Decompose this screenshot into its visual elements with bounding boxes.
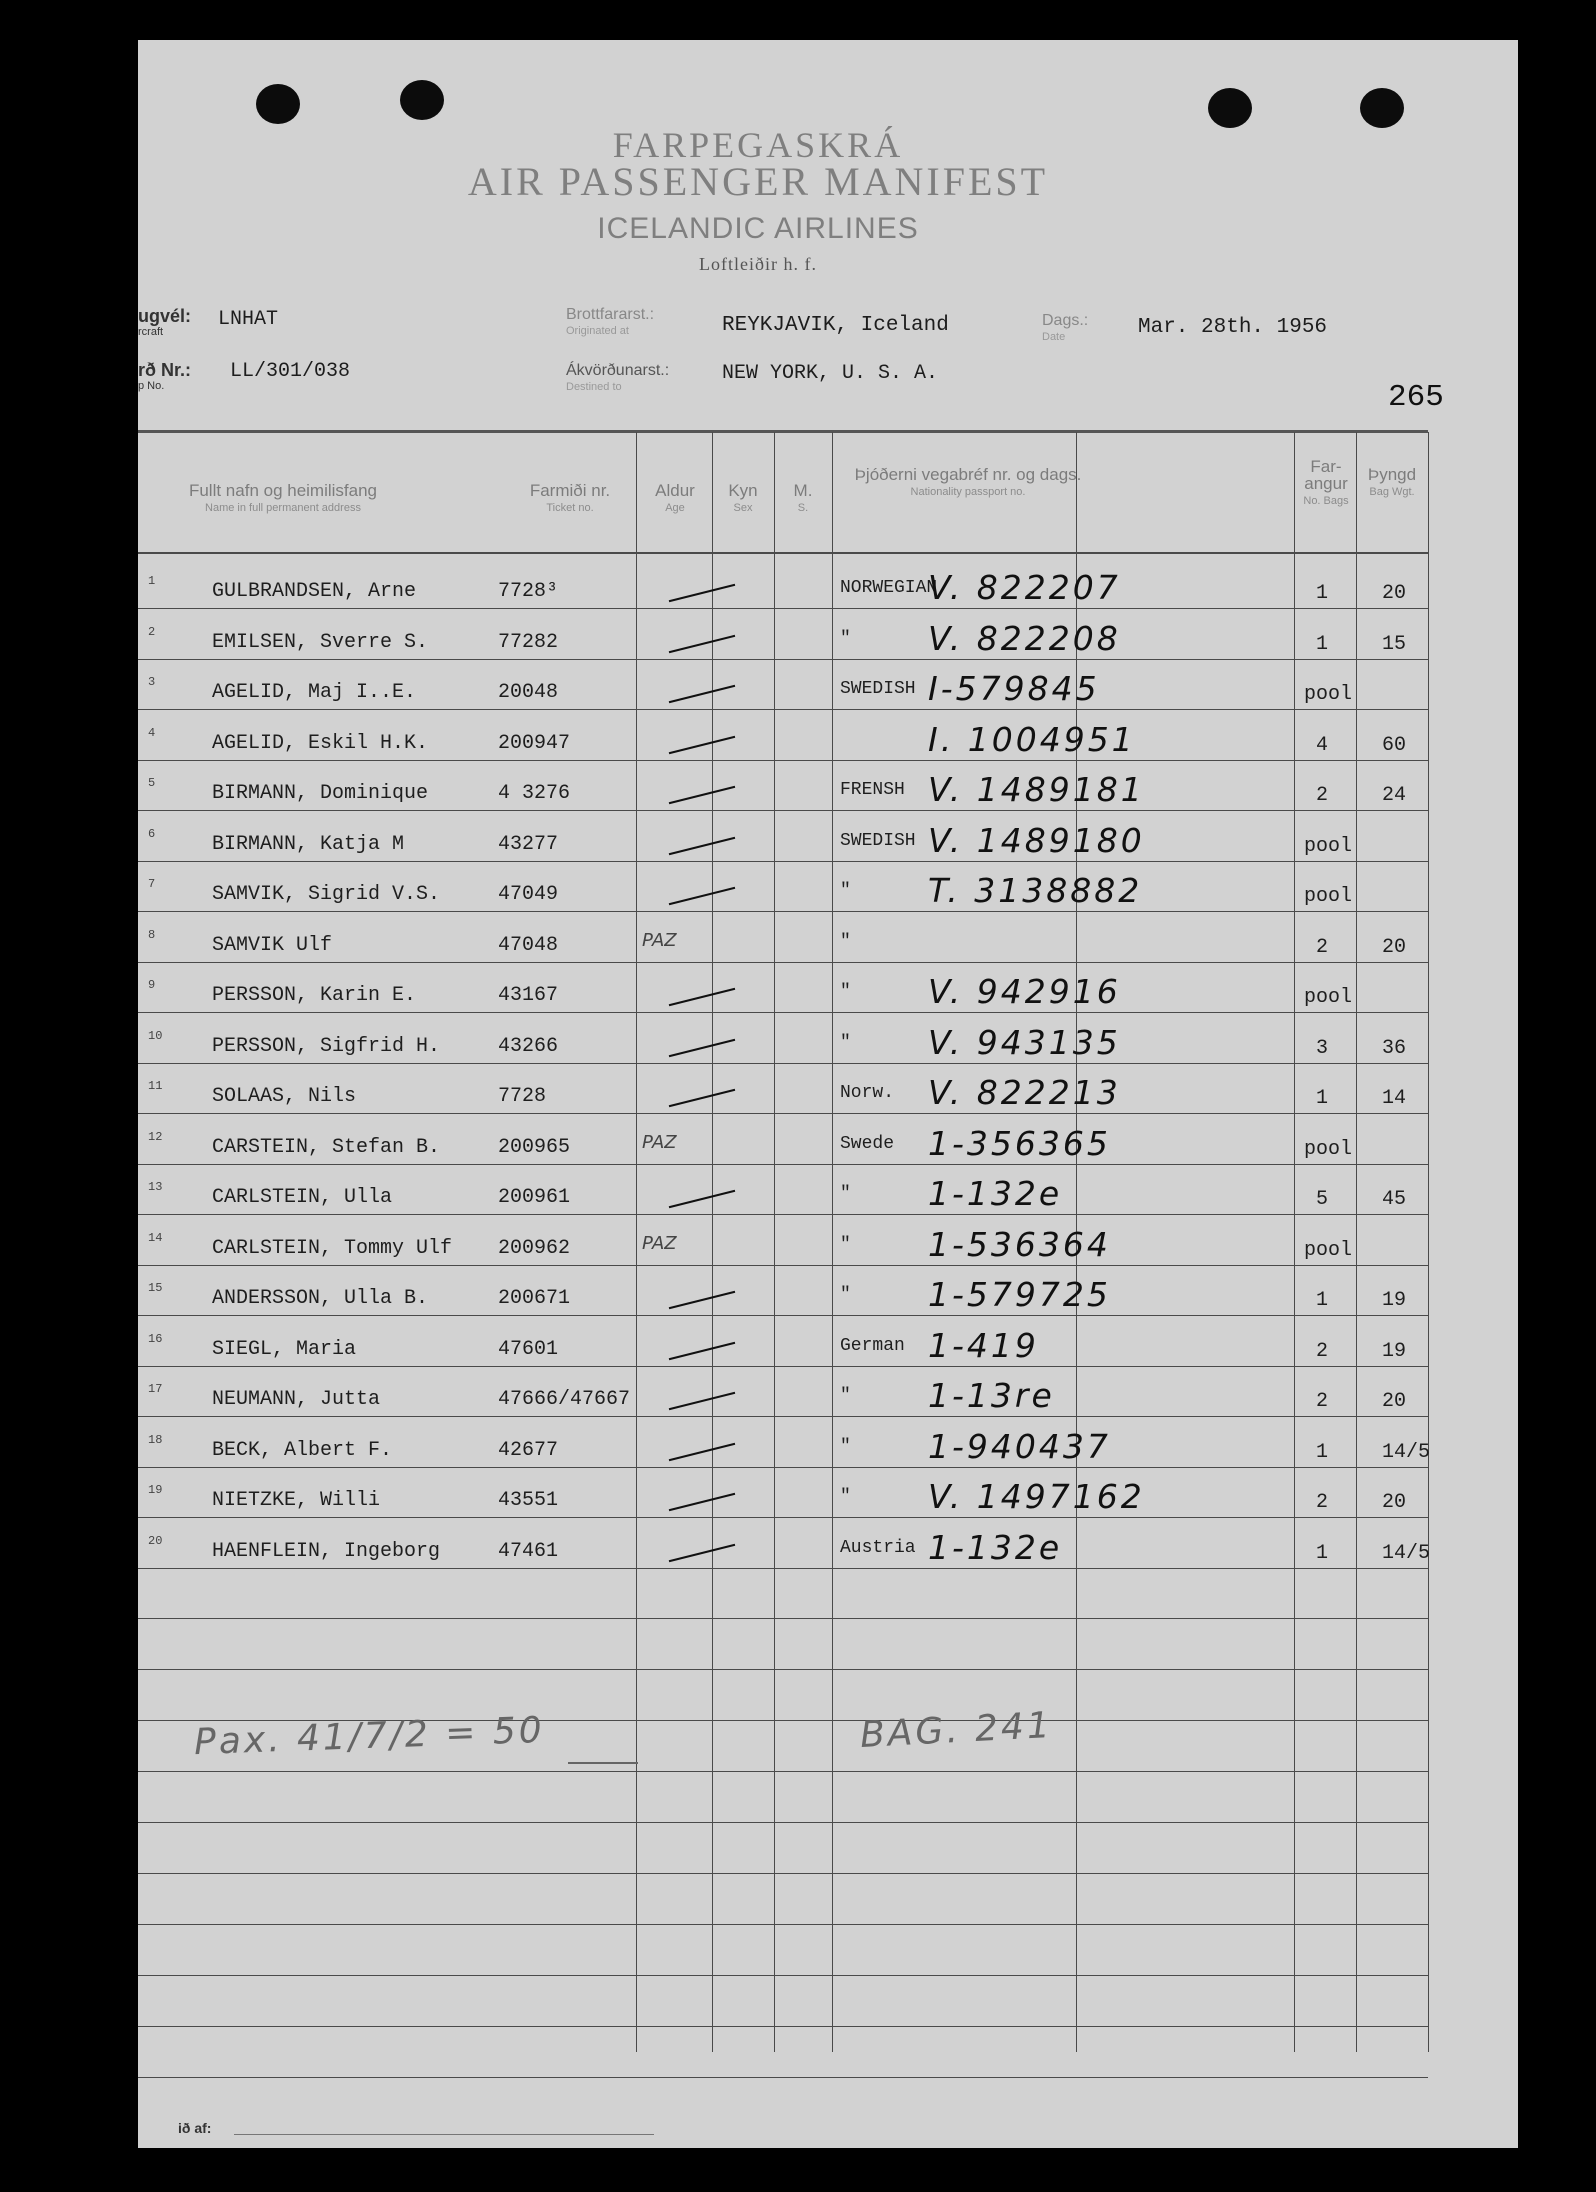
- passenger-name: NEUMANN, Jutta: [212, 1388, 381, 1411]
- age-mark: PAZ: [642, 930, 677, 951]
- age-mark: PAZ: [642, 1233, 677, 1254]
- column-rule: [1294, 432, 1295, 2052]
- age-dash-mark: [669, 1392, 735, 1410]
- ticket-number: 7728³: [498, 580, 559, 603]
- nationality: ": [840, 1437, 851, 1457]
- passenger-name: CARLSTEIN, Ulla: [212, 1186, 393, 1209]
- bag-weight: 14/5: [1382, 1542, 1431, 1565]
- ticket-number: 43167: [498, 984, 559, 1007]
- passport-number: 1-940437: [928, 1427, 1111, 1466]
- age-dash-mark: [669, 837, 735, 855]
- passenger-name: SAMVIK Ulf: [212, 934, 333, 957]
- row-number: 18: [148, 1433, 163, 1447]
- row-number: 3: [148, 675, 156, 689]
- col-header-ms: M. S.: [793, 481, 813, 514]
- row-rule: [138, 760, 1428, 761]
- passport-number: V. 1497162: [928, 1477, 1145, 1516]
- bag-weight: 24: [1382, 784, 1407, 807]
- row-number: 6: [148, 827, 156, 841]
- row-rule: [138, 1568, 1428, 1569]
- date-value: Mar. 28th. 1956: [1138, 316, 1328, 339]
- row-number: 17: [148, 1382, 163, 1396]
- bag-count: pool: [1304, 986, 1353, 1009]
- passport-number: V. 942916: [928, 972, 1121, 1011]
- nationality: FRENSH: [840, 780, 905, 800]
- ticket-number: 200947: [498, 732, 571, 755]
- ticket-number: 43266: [498, 1035, 559, 1058]
- ticket-number: 7728: [498, 1085, 547, 1108]
- passport-number: V. 943135: [928, 1023, 1121, 1062]
- age-dash-mark: [669, 1493, 735, 1511]
- ticket-number: 200671: [498, 1287, 571, 1310]
- trip-number: LL/301/038: [230, 360, 351, 383]
- passport-number: I. 1004951: [928, 720, 1136, 759]
- row-rule: [138, 1214, 1428, 1215]
- row-number: 16: [148, 1332, 163, 1346]
- age-dash-mark: [669, 1039, 735, 1057]
- row-rule: [138, 1113, 1428, 1114]
- age-dash-mark: [669, 786, 735, 804]
- bag-weight: 20: [1382, 582, 1407, 605]
- empty-row-rule: [138, 1873, 1428, 1874]
- age-dash-mark: [669, 685, 735, 703]
- row-rule: [138, 1315, 1428, 1316]
- bag-weight: 36: [1382, 1037, 1407, 1060]
- age-dash-mark: [669, 1291, 735, 1309]
- ticket-number: 47666/47667: [498, 1388, 631, 1411]
- punch-hole-right-1: [1208, 88, 1252, 128]
- nationality: German: [840, 1336, 905, 1356]
- destination-label: Ákvörðunarst.: Destined to: [566, 362, 670, 393]
- row-number: 9: [148, 978, 156, 992]
- row-number: 8: [148, 928, 156, 942]
- row-rule: [138, 608, 1428, 609]
- nationality: ": [840, 629, 851, 649]
- nationality: ": [840, 1386, 851, 1406]
- passenger-name: GULBRANDSEN, Arne: [212, 580, 417, 603]
- bag-count: pool: [1304, 835, 1353, 858]
- passenger-name: CARLSTEIN, Tommy Ulf: [212, 1237, 453, 1260]
- nationality: NORWEGIAN: [840, 578, 938, 598]
- title-english: AIR PASSENGER MANIFEST: [467, 159, 1049, 204]
- passenger-name: SAMVIK, Sigrid V.S.: [212, 883, 441, 906]
- row-rule: [138, 1063, 1428, 1064]
- page-number: 265: [1388, 380, 1444, 415]
- column-rule: [1356, 432, 1357, 2052]
- ticket-number: 20048: [498, 681, 559, 704]
- row-rule: [138, 810, 1428, 811]
- bag-count: 2: [1316, 936, 1329, 959]
- age-dash-mark: [669, 988, 735, 1006]
- bag-count: pool: [1304, 1138, 1353, 1161]
- col-header-ticket: Farmiði nr. Ticket no.: [529, 481, 611, 514]
- passenger-total-underline: [568, 1762, 638, 1764]
- empty-row-rule: [138, 1822, 1428, 1823]
- nationality: ": [840, 1033, 851, 1053]
- aircraft-label: ugvél: rcraft: [138, 306, 192, 338]
- empty-row-rule: [138, 1771, 1428, 1772]
- passport-number: 1-536364: [928, 1225, 1111, 1264]
- row-number: 19: [148, 1483, 163, 1497]
- passport-number: T. 3138882: [928, 871, 1143, 910]
- nationality: ": [840, 1285, 851, 1305]
- age-mark: PAZ: [642, 1132, 677, 1153]
- manifest-sheet: [138, 40, 1518, 2148]
- passenger-name: BECK, Albert F.: [212, 1439, 393, 1462]
- passenger-total: Pax. 41/7/2 = 50: [193, 1709, 546, 1764]
- row-number: 12: [148, 1130, 163, 1144]
- passport-number: 1-579725: [928, 1275, 1111, 1314]
- passport-number: 1-356365: [928, 1124, 1111, 1163]
- passenger-name: BIRMANN, Dominique: [212, 782, 429, 805]
- column-rule: [636, 432, 637, 2052]
- row-number: 1: [148, 574, 156, 588]
- origin-label: Brottfararst.: Originated at: [566, 306, 655, 337]
- passport-number: V. 822208: [928, 619, 1121, 658]
- passenger-name: AGELID, Eskil H.K.: [212, 732, 429, 755]
- row-rule: [138, 911, 1428, 912]
- ticket-number: 47601: [498, 1338, 559, 1361]
- row-number: 2: [148, 625, 156, 639]
- row-number: 20: [148, 1534, 163, 1548]
- ticket-number: 200961: [498, 1186, 571, 1209]
- bag-count: 1: [1316, 1542, 1329, 1565]
- passenger-name: AGELID, Maj I..E.: [212, 681, 417, 704]
- passenger-name: PERSSON, Karin E.: [212, 984, 417, 1007]
- nationality: ": [840, 982, 851, 1002]
- ticket-number: 200965: [498, 1136, 571, 1159]
- passenger-name: HAENFLEIN, Ingeborg: [212, 1540, 441, 1563]
- passenger-name: ANDERSSON, Ulla B.: [212, 1287, 429, 1310]
- column-rule: [1428, 432, 1429, 2052]
- age-dash-mark: [669, 1190, 735, 1208]
- row-number: 7: [148, 877, 156, 891]
- col-header-name: Fullt nafn og heimilisfang Name in full permanent address: [188, 481, 378, 514]
- empty-row-rule: [138, 2077, 1428, 2078]
- nationality: ": [840, 1184, 851, 1204]
- col-header-age: Aldur Age: [655, 481, 695, 514]
- passenger-name: SIEGL, Maria: [212, 1338, 357, 1361]
- bag-weight: 20: [1382, 1491, 1407, 1514]
- row-rule: [138, 1164, 1428, 1165]
- trip-label: rð Nr.: p No.: [138, 360, 192, 392]
- row-number: 5: [148, 776, 156, 790]
- aircraft-value: LNHAT: [218, 308, 279, 331]
- nationality: ": [840, 1235, 851, 1255]
- empty-row-rule: [138, 1924, 1428, 1925]
- bag-count: 1: [1316, 1289, 1329, 1312]
- age-dash-mark: [669, 635, 735, 653]
- row-rule: [138, 962, 1428, 963]
- ticket-number: 200962: [498, 1237, 571, 1260]
- passenger-name: CARSTEIN, Stefan B.: [212, 1136, 441, 1159]
- passport-number: 1-132e: [928, 1528, 1063, 1567]
- bag-count: 2: [1316, 784, 1329, 807]
- row-number: 4: [148, 726, 156, 740]
- passport-number: V. 822207: [928, 568, 1121, 607]
- col-header-sex: Kyn Sex: [728, 481, 758, 514]
- passport-number: V. 822213: [928, 1073, 1121, 1112]
- age-dash-mark: [669, 1089, 735, 1107]
- empty-row-rule: [138, 1975, 1428, 1976]
- col-header-weight: Þyngd Bag Wgt.: [1367, 465, 1417, 498]
- bag-weight: 20: [1382, 936, 1407, 959]
- origin-value: REYKJAVIK, Iceland: [722, 314, 949, 337]
- row-rule: [138, 1265, 1428, 1266]
- bag-weight: 19: [1382, 1340, 1407, 1363]
- nationality: ": [840, 932, 851, 952]
- col-header-bags: Far-angur No. Bags: [1303, 457, 1349, 507]
- passenger-name: PERSSON, Sigfrid H.: [212, 1035, 441, 1058]
- age-dash-mark: [669, 1342, 735, 1360]
- destination-value: NEW YORK, U. S. A.: [722, 362, 939, 385]
- ticket-number: 42677: [498, 1439, 559, 1462]
- age-dash-mark: [669, 736, 735, 754]
- row-rule: [138, 1467, 1428, 1468]
- row-number: 11: [148, 1079, 163, 1093]
- row-rule: [138, 659, 1428, 660]
- bag-count: 2: [1316, 1390, 1329, 1413]
- age-dash-mark: [669, 1544, 735, 1562]
- punch-hole-left-1: [256, 84, 300, 124]
- signature-label: ið af:: [178, 2120, 212, 2136]
- bag-count: 2: [1316, 1340, 1329, 1363]
- bag-weight: 60: [1382, 734, 1407, 757]
- ticket-number: 77282: [498, 631, 559, 654]
- nationality: ": [840, 1487, 851, 1507]
- nationality: Norw.: [840, 1083, 895, 1103]
- ticket-number: 43277: [498, 833, 559, 856]
- row-rule: [138, 861, 1428, 862]
- row-number: 14: [148, 1231, 163, 1245]
- passenger-name: EMILSEN, Sverre S.: [212, 631, 429, 654]
- passenger-name: NIETZKE, Willi: [212, 1489, 381, 1512]
- row-number: 13: [148, 1180, 163, 1194]
- row-rule: [138, 1366, 1428, 1367]
- bag-count: 1: [1316, 1087, 1329, 1110]
- bag-weight: 19: [1382, 1289, 1407, 1312]
- header-rule-top: [138, 430, 1428, 433]
- bag-weight: 14: [1382, 1087, 1407, 1110]
- nationality: ": [840, 881, 851, 901]
- row-rule: [138, 709, 1428, 710]
- column-rule: [774, 432, 775, 2052]
- column-rule: [832, 432, 833, 2052]
- bag-count: 2: [1316, 1491, 1329, 1514]
- header-rule-bottom: [138, 552, 1428, 554]
- ticket-number: 47461: [498, 1540, 559, 1563]
- bag-count: 4: [1316, 734, 1329, 757]
- column-rule: [712, 432, 713, 2052]
- age-dash-mark: [669, 584, 735, 602]
- bag-weight: 20: [1382, 1390, 1407, 1413]
- bag-total: BAG. 241: [859, 1704, 1054, 1757]
- bag-count: pool: [1304, 683, 1353, 706]
- age-dash-mark: [669, 1443, 735, 1461]
- row-rule: [138, 1416, 1428, 1417]
- passenger-name: BIRMANN, Katja M: [212, 833, 405, 856]
- passport-number: 1-13re: [928, 1376, 1055, 1415]
- bag-count: pool: [1304, 885, 1353, 908]
- row-rule: [138, 1012, 1428, 1013]
- ticket-number: 43551: [498, 1489, 559, 1512]
- bag-count: pool: [1304, 1239, 1353, 1262]
- nationality: Swede: [840, 1134, 895, 1154]
- nationality: Austria: [840, 1538, 916, 1558]
- ticket-number: 47049: [498, 883, 559, 906]
- bag-count: 1: [1316, 633, 1329, 656]
- bag-weight: 14/5: [1382, 1441, 1431, 1464]
- punch-hole-right-2: [1360, 88, 1404, 128]
- nationality: SWEDISH: [840, 679, 916, 699]
- empty-row-rule: [138, 2026, 1428, 2027]
- passport-number: V. 1489181: [928, 770, 1145, 809]
- bag-count: 3: [1316, 1037, 1329, 1060]
- ticket-number: 4 3276: [498, 782, 571, 805]
- bag-weight: 45: [1382, 1188, 1407, 1211]
- bag-weight: 15: [1382, 633, 1407, 656]
- passport-number: V. 1489180: [928, 821, 1145, 860]
- col-header-nationality: Þjóðerni vegabréf nr. og dags. Nationality passport no.: [854, 465, 1082, 498]
- title-icelandic: FARPEGASKRÁ: [612, 125, 904, 165]
- airline-name: ICELANDIC AIRLINES: [597, 212, 919, 245]
- passenger-name: SOLAAS, Nils: [212, 1085, 357, 1108]
- ticket-number: 47048: [498, 934, 559, 957]
- row-number: 15: [148, 1281, 163, 1295]
- bag-count: 5: [1316, 1188, 1329, 1211]
- row-rule: [138, 1517, 1428, 1518]
- date-label: Dags.: Date: [1042, 312, 1089, 343]
- empty-row-rule: [138, 1618, 1428, 1619]
- nationality: SWEDISH: [840, 831, 916, 851]
- bag-count: 1: [1316, 1441, 1329, 1464]
- age-dash-mark: [669, 887, 735, 905]
- passport-number: I-579845: [928, 669, 1100, 708]
- airline-icelandic: Loftleiðir h. f.: [699, 254, 817, 274]
- punch-hole-left-2: [400, 80, 444, 120]
- passport-number: 1-132e: [928, 1174, 1063, 1213]
- signature-line: [234, 2134, 654, 2135]
- bag-count: 1: [1316, 582, 1329, 605]
- row-number: 10: [148, 1029, 163, 1043]
- empty-row-rule: [138, 1669, 1428, 1670]
- passport-number: 1-419: [928, 1326, 1039, 1365]
